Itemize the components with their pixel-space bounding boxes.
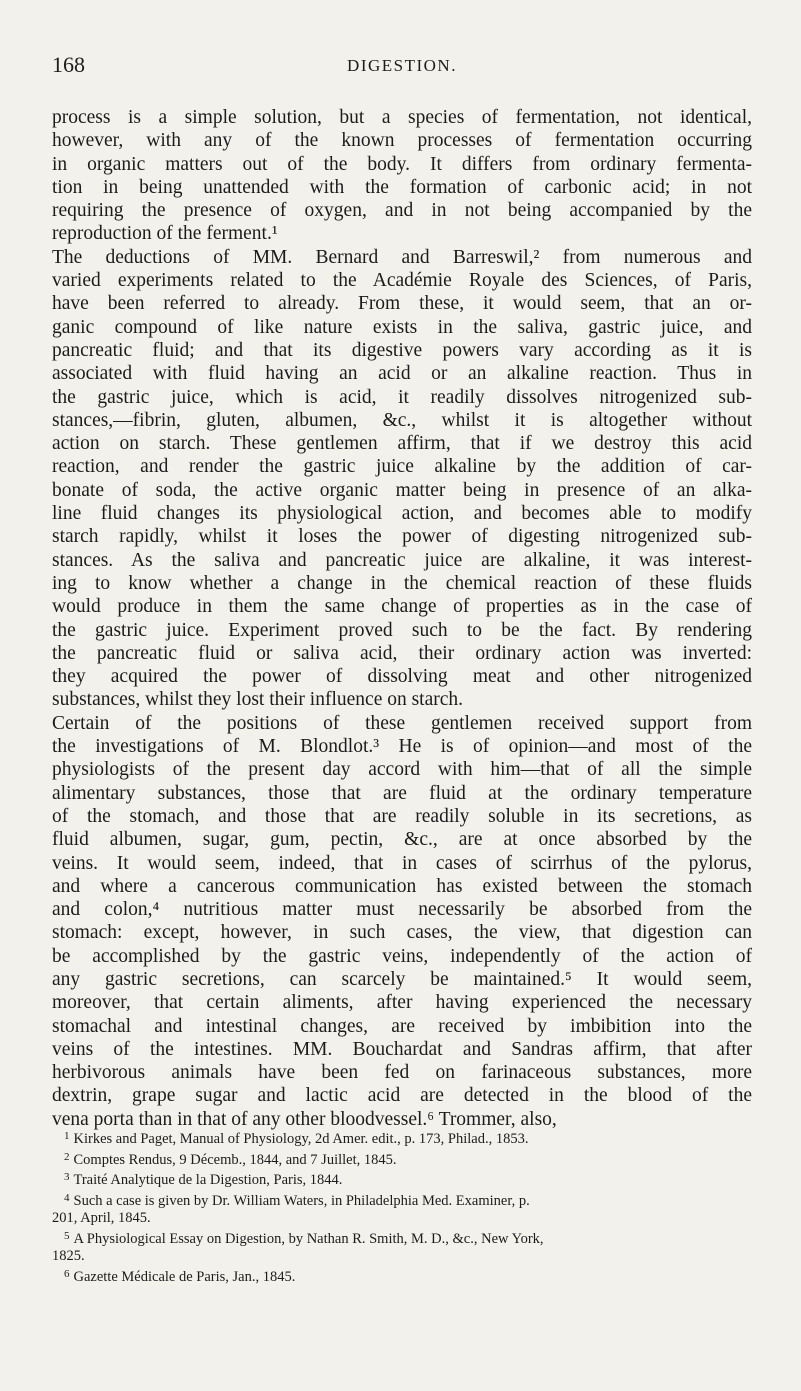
text-line: and where a cancerous communication has existed between the stomach (52, 875, 752, 897)
text-line: pancreatic fluid; and that its digestive powers vary according as it is (52, 339, 752, 361)
text-line: be accomplished by the gastric veins, independently of the action of (52, 945, 752, 967)
footnote (52, 1169, 752, 1190)
footnote-continuation: 1825. (52, 1248, 85, 1264)
footnote-text: Kirkes and Paget, Manual of Physiology, 2d Amer. edit., p. 173, Philad., 1853. (73, 1131, 529, 1147)
text-line: action on starch. These gentlemen affirm, that if we destroy this acid (52, 433, 752, 455)
text-line: vena porta than in that of any other bloodvessel.⁶ Trommer, also, (52, 1108, 557, 1130)
footnote (52, 1190, 752, 1211)
footnote-mark: 3 (64, 1171, 70, 1183)
text-line: the gastric juice. Experiment proved such to be the fact. By rendering (52, 619, 752, 641)
page-number: 168 (52, 52, 85, 77)
text-line: veins of the intestines. MM. Bouchardat and Sandras affirm, that after (52, 1038, 752, 1060)
text-line: they acquired the power of dissolving meat and other nitrogenized (52, 666, 752, 688)
footnote (52, 1128, 752, 1149)
footnote (52, 1228, 752, 1249)
footnote-text: Traité Analytique de la Digestion, Paris, 1844. (73, 1172, 343, 1188)
text-line: of the stomach, and those that are readily soluble in its secretions, as (52, 805, 752, 827)
text-line: stances,—fibrin, gluten, albumen, &c., whilst it is altogether without (52, 409, 752, 431)
text-line: process is a simple solution, but a species of fermentation, not identical, (52, 107, 752, 128)
text-line: line fluid changes its physiological action, and becomes able to modify (52, 503, 752, 525)
text-line: requiring the presence of oxygen, and in not being accompanied by the (52, 200, 752, 222)
footnote-mark: 6 (64, 1267, 70, 1280)
text-line: reproduction of the ferment.¹ (52, 223, 278, 245)
text-line: herbivorous animals have been fed on farinaceous substances, more (52, 1062, 752, 1084)
text-line: the gastric juice, which is acid, it readily dissolves nitrogenized sub- (52, 386, 752, 408)
footnote-mark: 4 (64, 1191, 70, 1204)
text-line: veins. It would seem, indeed, that in cases of scirrhus of the pylorus, (52, 852, 752, 874)
footnote-mark: 2 (64, 1150, 70, 1163)
text-line: fluid albumen, sugar, gum, pectin, &c., are at once absorbed by the (52, 829, 752, 851)
footnote (52, 1149, 752, 1170)
footnote (52, 1266, 752, 1287)
text-line: moreover, that certain aliments, after having experienced the necessary (52, 992, 752, 1014)
footnote-text: Gazette Médicale de Paris, Jan., 1845. (73, 1268, 296, 1285)
text-line: varied experiments related to the Académie Royale des Sciences, of Paris, (52, 270, 752, 292)
text-line: substances, whilst they lost their influence on starch. (52, 689, 464, 711)
text-line: dextrin, grape sugar and lactic acid are detected in the blood of the (52, 1085, 752, 1107)
text-line: have been referred to already. From these, it would seem, that an or- (52, 293, 752, 315)
text-line: starch rapidly, whilst it loses the power of digesting nitrogenized sub- (52, 526, 752, 548)
text-line: stances. As the saliva and pancreatic juice are alkaline, it was interest- (52, 549, 752, 571)
body-text (52, 106, 752, 1131)
text-line: the pancreatic fluid or saliva acid, their ordinary action was inverted: (52, 642, 752, 664)
footnote-continuation: 201, April, 1845. (52, 1210, 151, 1226)
text-line: tion in being unattended with the formation of carbonic acid; in not (52, 176, 752, 198)
running-head: DIGESTION. (347, 56, 457, 75)
footnote-text: Such a case is given by Dr. William Waters, in Philadelphia Med. Examiner, p. (73, 1192, 530, 1209)
text-line: Certain of the positions of these gentlemen received support from (52, 712, 752, 734)
text-line: associated with fluid having an acid or an alkaline reaction. Thus in (52, 363, 752, 385)
text-line: in organic matters out of the body. It differs from ordinary fermenta- (52, 153, 752, 175)
footnotes (52, 1128, 752, 1286)
footnote-mark: 1 (64, 1130, 70, 1142)
page-header (52, 52, 752, 86)
text-line: physiologists of the present day accord with him—that of all the simple (52, 759, 752, 781)
footnote-text: Comptes Rendus, 9 Décemb., 1844, and 7 Juillet, 1845. (73, 1151, 397, 1168)
text-line: The deductions of MM. Bernard and Barreswil,² from numerous and (52, 246, 752, 268)
footnote-mark: 5 (64, 1229, 70, 1242)
text-line: stomachal and intestinal changes, are received by imbibition into the (52, 1015, 752, 1037)
text-line: however, with any of the known processes of fermentation occurring (52, 130, 752, 152)
text-line: stomach: except, however, in such cases, the view, that digestion can (52, 922, 752, 944)
text-line: ing to know whether a change in the chemical reaction of these fluids (52, 572, 752, 594)
text-line: reaction, and render the gastric juice alkaline by the addition of car- (52, 456, 752, 478)
text-line: alimentary substances, those that are fluid at the ordinary temperature (52, 782, 752, 804)
footnote-text: A Physiological Essay on Digestion, by Nathan R. Smith, M. D., &c., New York, (73, 1230, 544, 1247)
text-line: ganic compound of like nature exists in the saliva, gastric juice, and (52, 316, 752, 338)
text-line: would produce in them the same change of properties as in the case of (52, 596, 752, 618)
text-line: and colon,⁴ nutritious matter must necessarily be absorbed from the (52, 899, 752, 921)
text-line: any gastric secretions, can scarcely be maintained.⁵ It would seem, (52, 968, 752, 990)
text-line: the investigations of M. Blondlot.³ He is of opinion—and most of the (52, 736, 752, 758)
text-line: bonate of soda, the active organic matter being in presence of an alka- (52, 479, 752, 501)
